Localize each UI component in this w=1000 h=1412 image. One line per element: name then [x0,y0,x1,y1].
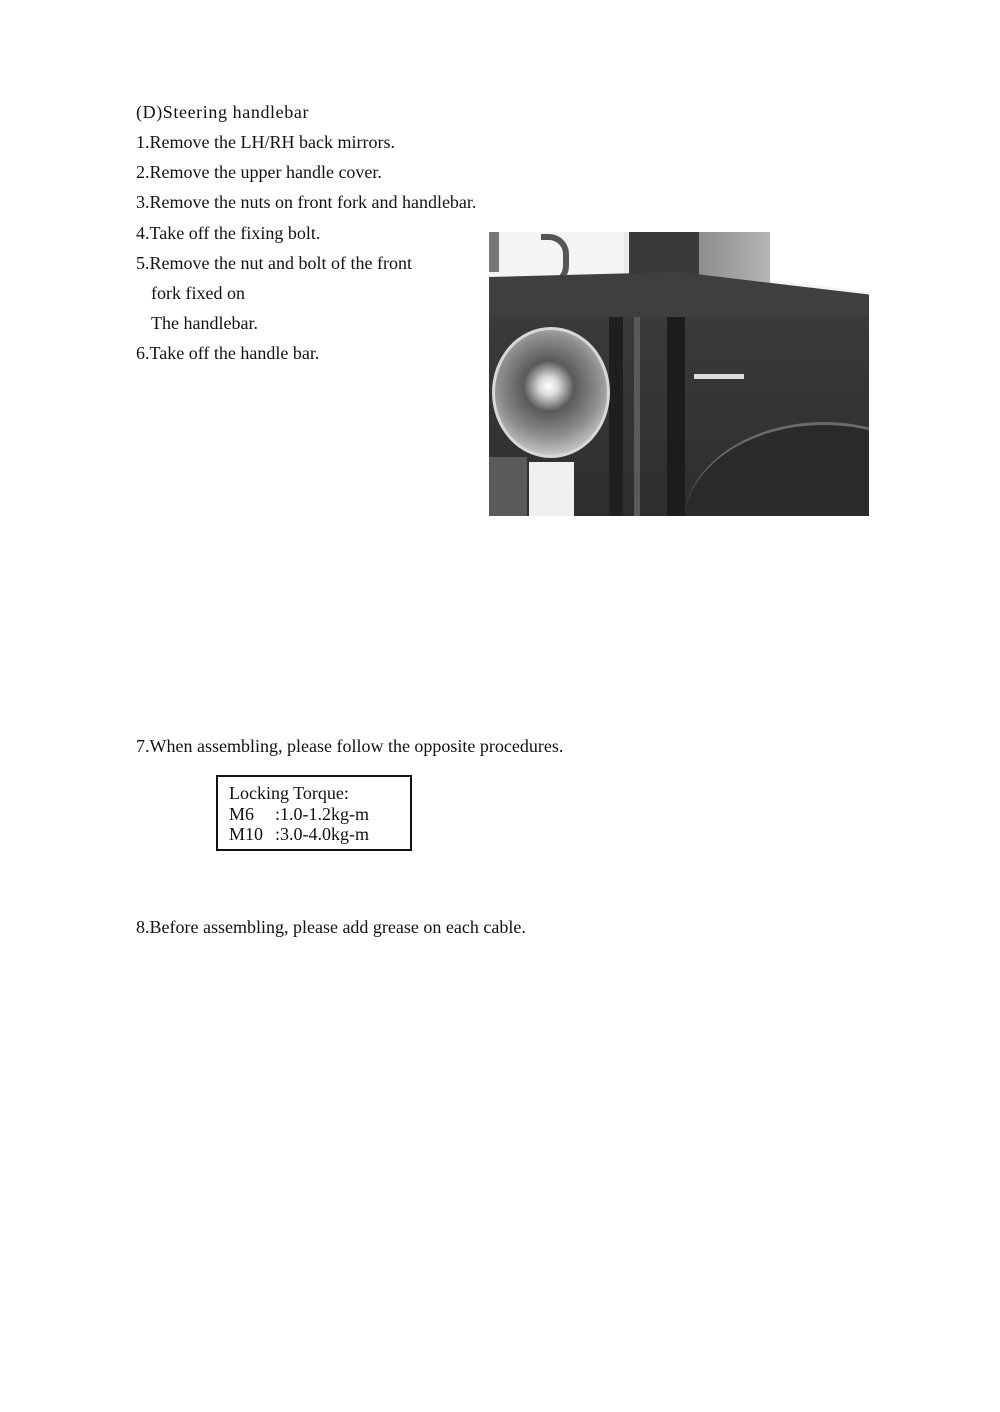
section-heading: (D)Steering handlebar [136,102,310,122]
step-5-continued: fork fixed on [151,283,245,303]
locking-torque-box [216,775,412,851]
torque-size: M10 [229,824,264,844]
torque-row-m6 [229,804,369,824]
step-5: 5.Remove the nut and bolt of the front [136,253,412,273]
step-5-continued-2: The handlebar. [151,313,258,333]
torque-row-m10 [229,824,369,844]
torque-value: :1.0-1.2kg-m [275,804,369,824]
handlebar-photo [489,232,869,516]
step-7: 7.When assembling, please follow the opposite procedures. [136,736,564,756]
torque-value: :3.0-4.0kg-m [275,824,369,844]
step-4: 4.Take off the fixing bolt. [136,223,321,243]
torque-size: M6 [229,804,255,824]
step-6: 6.Take off the handle bar. [136,343,320,363]
step-1: 1.Remove the LH/RH back mirrors. [136,132,395,152]
torque-title: Locking Torque: [229,783,349,803]
step-2: 2.Remove the upper handle cover. [136,162,382,182]
step-8: 8.Before assembling, please add grease on each cable. [136,917,526,937]
step-3: 3.Remove the nuts on front fork and handlebar. [136,192,477,212]
